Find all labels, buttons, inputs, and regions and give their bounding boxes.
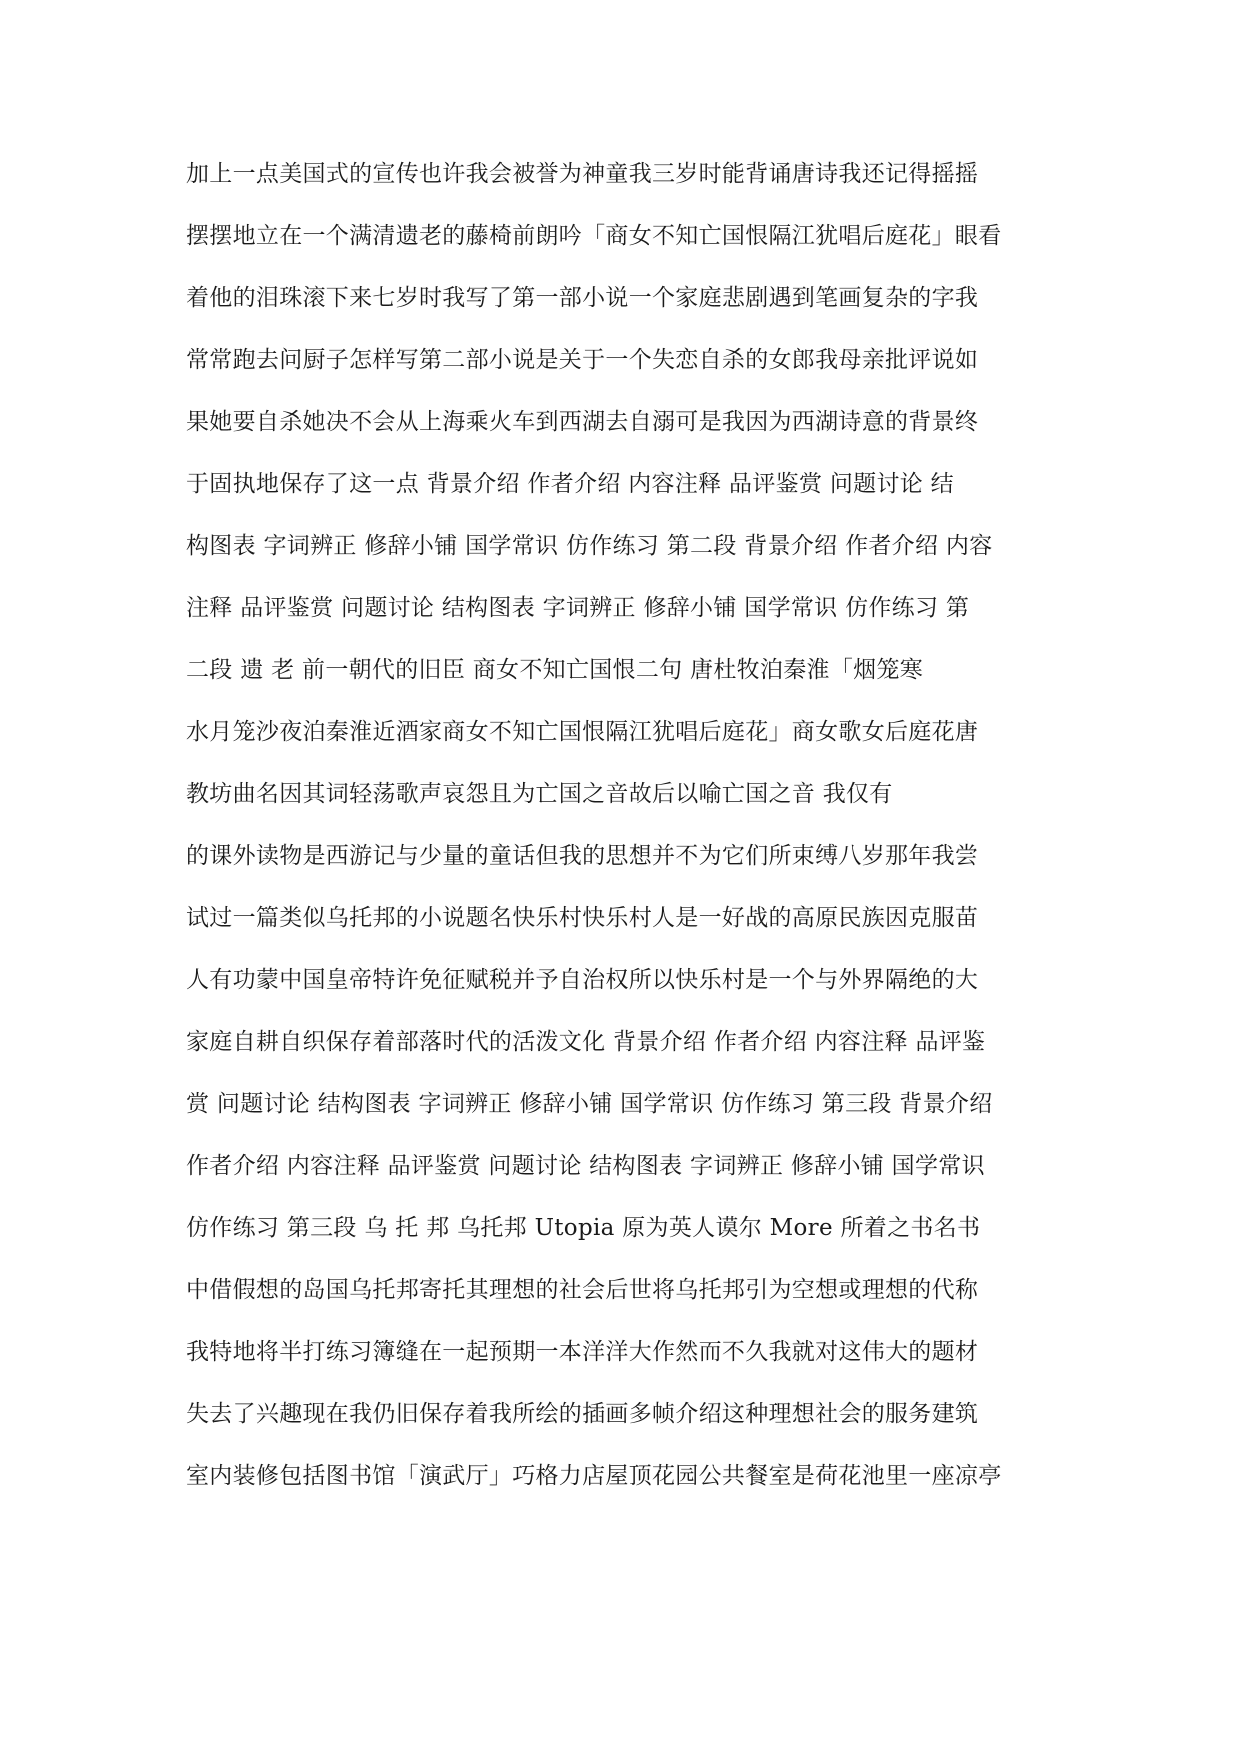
text-line: 构图表 字词辨正 修辞小铺 国学常识 仿作练习 第二段 背景介绍 作者介绍 内容 [186, 533, 993, 559]
text-line: 注释 品评鉴赏 问题讨论 结构图表 字词辨正 修辞小铺 国学常识 仿作练习 第 [186, 595, 970, 621]
text-line: 加上一点美国式的宣传也许我会被誉为神童我三岁时能背诵唐诗我还记得摇摇 [186, 161, 979, 187]
text-line: 失去了兴趣现在我仍旧保存着我所绘的插画多帧介绍这种理想社会的服务建筑 [186, 1401, 979, 1427]
text-line: 常常跑去问厨子怎样写第二部小说是关于一个失恋自杀的女郎我母亲批评说如 [186, 347, 979, 373]
text-line: 家庭自耕自织保存着部落时代的活泼文化 背景介绍 作者介绍 内容注释 品评鉴 [186, 1029, 986, 1055]
text-line: 果她要自杀她决不会从上海乘火车到西湖去自溺可是我因为西湖诗意的背景终 [186, 409, 979, 435]
text-line: 教坊曲名因其词轻荡歌声哀怨且为亡国之音故后以喻亡国之音 我仅有 [186, 781, 893, 807]
text-line: 着他的泪珠滚下来七岁时我写了第一部小说一个家庭悲剧遇到笔画复杂的字我 [186, 285, 979, 311]
text-line: 二段 遗 老 前一朝代的旧臣 商女不知亡国恨二句 唐杜牧泊秦淮「烟笼寒 [186, 657, 924, 683]
text-line: 试过一篇类似乌托邦的小说题名快乐村快乐村人是一好战的高原民族因克服苗 [186, 905, 979, 931]
text-line: 于固执地保存了这一点 背景介绍 作者介绍 内容注释 品评鉴赏 问题讨论 结 [186, 471, 954, 497]
text-line: 的课外读物是西游记与少量的童话但我的思想并不为它们所束缚八岁那年我尝 [186, 843, 979, 869]
text-line: 仿作练习 第三段 乌 托 邦 乌托邦 Utopia 原为英人谟尔 More 所着之书名书 [186, 1215, 981, 1241]
text-line: 我特地将半打练习簿缝在一起预期一本洋洋大作然而不久我就对这伟大的题材 [186, 1339, 979, 1365]
text-line: 作者介绍 内容注释 品评鉴赏 问题讨论 结构图表 字词辨正 修辞小铺 国学常识 [186, 1153, 985, 1179]
text-line: 人有功蒙中国皇帝特许免征赋税并予自治权所以快乐村是一个与外界隔绝的大 [186, 967, 979, 993]
text-line: 赏 问题讨论 结构图表 字词辨正 修辞小铺 国学常识 仿作练习 第三段 背景介绍 [186, 1091, 993, 1117]
text-line: 中借假想的岛国乌托邦寄托其理想的社会后世将乌托邦引为空想或理想的代称 [186, 1277, 979, 1303]
text-line: 室内装修包括图书馆「演武厅」巧格力店屋顶花园公共餐室是荷花池里一座凉亭 [186, 1463, 1002, 1489]
text-line: 摆摆地立在一个满清遗老的藤椅前朗吟「商女不知亡国恨隔江犹唱后庭花」眼看 [186, 223, 1002, 249]
body-text [186, 159, 1066, 1523]
text-line: 水月笼沙夜泊秦淮近酒家商女不知亡国恨隔江犹唱后庭花」商女歌女后庭花唐 [186, 719, 979, 745]
